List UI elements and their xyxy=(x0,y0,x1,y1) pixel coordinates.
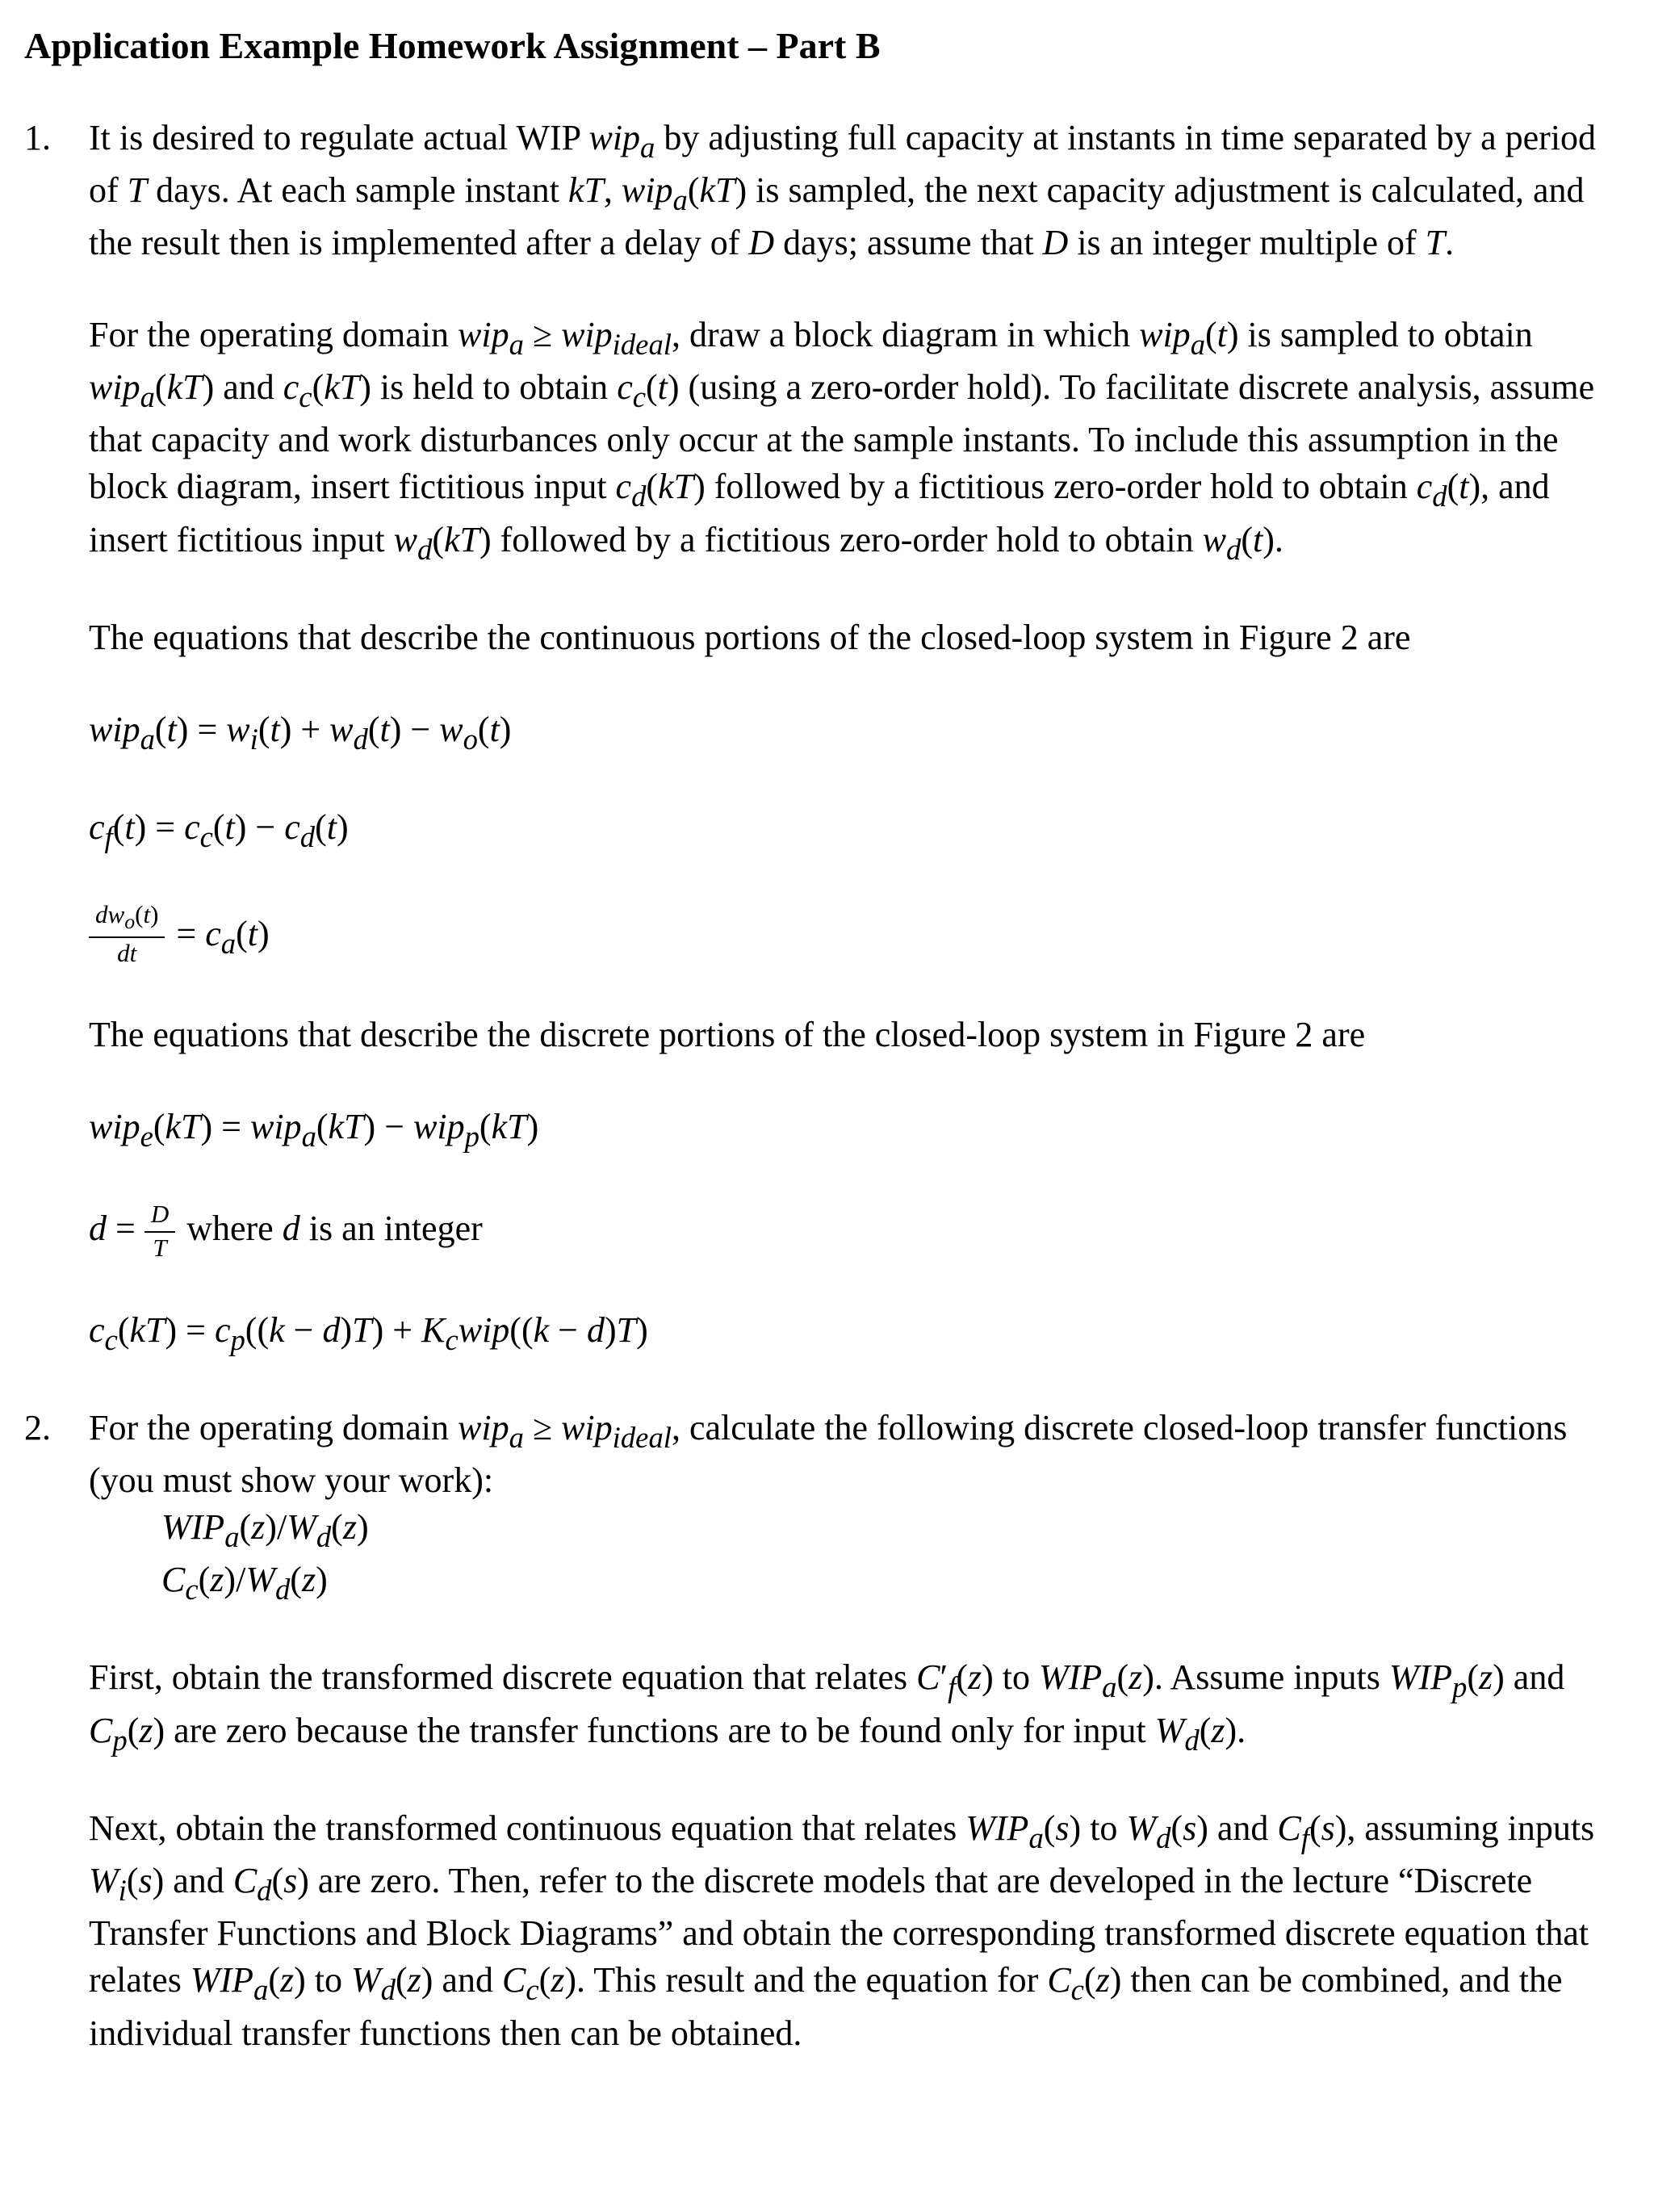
equation-rhs: = $c_a(t)$ xyxy=(176,913,270,960)
paragraph-discrete-intro: The equations that describe the discrete portions of the closed-loop system in Figure 2 are xyxy=(89,1015,1366,1055)
paragraph-first-step: First, obtain the transformed discrete equation that relates $C'_f(z)$ to $WIP_a(z)$. Assume inputs $WIP_p(z)$ and $C_p(z)$ are zero because the transfer functions are to be found only for input $W_d(z)$. xyxy=(89,1657,1565,1757)
equation-cc: $c_c(kT) = c_p((k - d)T) + K_cwip((k - d)T)$ xyxy=(89,1309,648,1356)
numbered-item-2 xyxy=(24,1405,1609,1504)
item-1-text: It is desired to regulate actual WIP wip$_a$ by adjusting full capacity at instants in time separated by a period of T days. At each sample instant kT, wip$_a$(kT) is sampled, the next capacity adjustment is calculated, and the result then is implemented after a delay of D days; assume that D is an integer multiple of T. xyxy=(89,117,1597,262)
equation-cf: $c_f(t) = c_c(t) - c_d(t)$ xyxy=(89,807,349,853)
transfer-function-2: $C_c(z)/W_d(z)$ xyxy=(161,1560,328,1607)
fraction-d-t xyxy=(144,1201,175,1261)
fraction-numerator: $dw_o(t)$ xyxy=(89,902,165,937)
equation-dwo-dt xyxy=(89,902,1609,966)
fraction-denominator: dt xyxy=(117,938,137,967)
page-title: Application Example Homework Assignment – Part B xyxy=(24,25,881,66)
paragraph-next-step: Next, obtain the transformed continuous equation that relates $WIP_a(s)$ to $W_d(s)$ and $C_f(s)$, assuming inputs $W_i(s)$ and $C_d(s)$ are zero. Then, refer to the discrete models that are developed in the lecture “Discrete Transfer Functions and Block Diagrams” and obtain the corresponding transformed discrete equation that relates $WIP_a(z)$ to $W_d(z)$ and $C_c(z)$. This result and the equation for $C_c(z)$ then can be combined, and the individual transfer functions then can be obtained. xyxy=(89,1808,1595,2053)
fraction-numerator: D xyxy=(144,1201,175,1233)
fraction-denominator: T xyxy=(153,1234,167,1263)
transfer-function-list xyxy=(161,1504,1609,1609)
numbered-item-1 xyxy=(24,115,1609,266)
equation-lhs: d = xyxy=(89,1209,144,1249)
item-2-text: For the operating domain wip$_a$ ≥ wip$_{ideal}$, calculate the following discrete closed-loop transfer functions (you must show your work): xyxy=(89,1407,1568,1500)
item-1-number: 1. xyxy=(24,117,51,157)
paragraph-continuous-intro: The equations that describe the continuous portions of the closed-loop system in Figure 2 are xyxy=(89,617,1411,657)
equation-rhs: where d is an integer xyxy=(186,1209,483,1249)
equation-d xyxy=(89,1201,1609,1261)
fraction-dwo-dt xyxy=(89,902,165,966)
equation-wipe: wip$_e$(kT) = wip$_a$(kT) − wip$_p$(kT) xyxy=(89,1107,539,1154)
item-2-number: 2. xyxy=(24,1407,51,1447)
paragraph-block-diagram: For the operating domain wip$_a$ ≥ wip$_{ideal}$, draw a block diagram in which wip$_a$(t) is sampled to obtain wip$_a$(kT) and $c_c(kT)$ is held to obtain $c_c(t)$ (using a zero-order hold). To facilitate discrete analysis, assume that capacity and work disturbances only occur at the sample instants. To include this assumption in the block diagram, insert fictitious input $c_d(kT)$ followed by a fictitious zero-order hold to obtain $c_d(t)$, and insert fictitious input $w_d(kT)$ followed by a fictitious zero-order hold to obtain $w_d(t)$. xyxy=(89,314,1595,566)
equation-wipa: $wip_a(t) = w_i(t) + w_d(t) - w_o(t)$ xyxy=(89,709,512,756)
transfer-function-1: $WIP_a(z)/W_d(z)$ xyxy=(161,1507,369,1553)
